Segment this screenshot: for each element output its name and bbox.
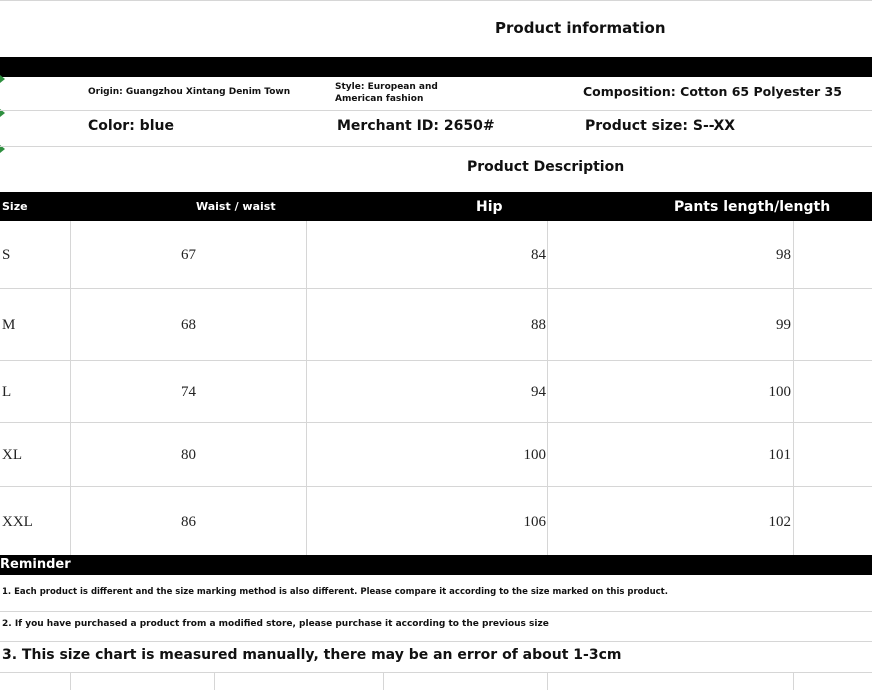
page-title: Product information bbox=[495, 19, 666, 37]
cell-waist: 67 bbox=[181, 247, 196, 263]
row-divider bbox=[0, 288, 872, 289]
reminder-note-1: 1. Each product is different and the size marking method is also different. Please compare it according to the size marked on this product. bbox=[2, 587, 668, 597]
row-divider bbox=[0, 486, 872, 487]
origin-label: Origin: Guangzhou Xintang Denim Town bbox=[88, 87, 291, 97]
header-size: Size bbox=[2, 200, 28, 213]
cell-length: 98 bbox=[776, 247, 791, 263]
cell-size: M bbox=[2, 317, 16, 333]
style-line-1: Style: European and bbox=[335, 82, 438, 92]
note-divider bbox=[0, 641, 872, 642]
top-divider bbox=[0, 0, 872, 1]
cell-size: L bbox=[2, 384, 12, 400]
cell-size: XXL bbox=[2, 514, 33, 530]
cell-waist: 68 bbox=[181, 317, 196, 333]
style-label bbox=[335, 81, 438, 105]
column-divider bbox=[70, 673, 71, 690]
cell-hip: 94 bbox=[531, 384, 546, 400]
note-divider bbox=[0, 611, 872, 612]
cell-size: S bbox=[2, 247, 11, 263]
header-hip: Hip bbox=[476, 199, 503, 215]
cell-length: 101 bbox=[768, 447, 791, 463]
column-divider bbox=[793, 673, 794, 690]
table-header bbox=[0, 192, 872, 221]
header-waist: Waist / waist bbox=[196, 200, 276, 213]
green-marker-icon bbox=[0, 75, 5, 83]
table-row bbox=[0, 514, 872, 534]
table-row bbox=[0, 247, 872, 267]
cell-hip: 88 bbox=[531, 317, 546, 333]
row-divider bbox=[0, 422, 872, 423]
color-label: Color: blue bbox=[88, 118, 174, 134]
column-divider bbox=[547, 673, 548, 690]
cell-length: 100 bbox=[768, 384, 791, 400]
info-divider bbox=[0, 110, 872, 111]
reminder-note-3: 3. This size chart is measured manually, there may be an error of about 1-3cm bbox=[2, 647, 622, 663]
table-row bbox=[0, 317, 872, 337]
cell-waist: 74 bbox=[181, 384, 196, 400]
column-divider bbox=[383, 673, 384, 690]
product-size-label: Product size: S--XX bbox=[585, 118, 736, 134]
cell-length: 102 bbox=[768, 514, 791, 530]
cell-hip: 106 bbox=[523, 514, 546, 530]
row-divider bbox=[0, 360, 872, 361]
reminder-title: Reminder bbox=[0, 557, 71, 572]
cell-hip: 100 bbox=[523, 447, 546, 463]
note-divider bbox=[0, 672, 872, 673]
table-row bbox=[0, 384, 872, 404]
column-divider bbox=[214, 673, 215, 690]
merchant-id-label: Merchant ID: 2650# bbox=[337, 118, 495, 134]
cell-size: XL bbox=[2, 447, 22, 463]
header-bar bbox=[0, 57, 872, 77]
cell-waist: 86 bbox=[181, 514, 196, 530]
cell-waist: 80 bbox=[181, 447, 196, 463]
info-divider bbox=[0, 146, 872, 147]
reminder-bar bbox=[0, 555, 872, 575]
header-length: Pants length/length bbox=[674, 199, 831, 215]
style-line-2: American fashion bbox=[335, 94, 424, 104]
description-title: Product Description bbox=[467, 159, 625, 175]
table-row bbox=[0, 447, 872, 467]
cell-hip: 84 bbox=[531, 247, 546, 263]
reminder-note-2: 2. If you have purchased a product from a modified store, please purchase it according to the previous size bbox=[2, 619, 549, 629]
composition-label: Composition: Cotton 65 Polyester 35 bbox=[583, 84, 842, 99]
cell-length: 99 bbox=[776, 317, 791, 333]
